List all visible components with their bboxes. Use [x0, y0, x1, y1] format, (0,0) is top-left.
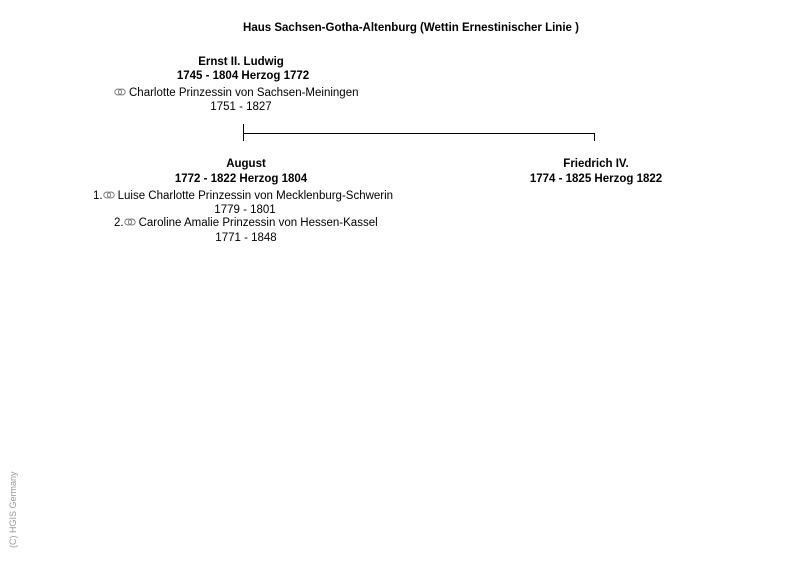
child-1-spouse-2 — [114, 216, 378, 230]
child-2-dates: 1774 - 1825 Herzog 1822 — [529, 173, 663, 185]
spouse-order-number: 1. — [93, 190, 103, 202]
child-1-dates: 1772 - 1822 Herzog 1804 — [174, 173, 308, 185]
root-spouse-dates: 1751 - 1827 — [210, 101, 272, 113]
spouse-order-number: 2. — [114, 217, 124, 229]
child-1-spouse-2-dates: 1771 - 1848 — [215, 232, 277, 244]
root-spouse-name: Charlotte Prinzessin von Sachsen-Meiningen — [129, 87, 359, 99]
copyright-note: (C) HGIS Germany — [8, 471, 18, 548]
marriage-rings-icon — [124, 218, 136, 226]
root-person-dates: 1745 - 1804 Herzog 1772 — [176, 70, 310, 82]
root-person-name: Ernst II. Ludwig — [198, 56, 284, 68]
child-1-spouse-2-name: Caroline Amalie Prinzessin von Hessen-Kassel — [138, 217, 378, 229]
child-1-spouse-1-dates: 1779 - 1801 — [214, 204, 276, 216]
child-1-name: August — [226, 158, 266, 170]
marriage-rings-icon — [103, 191, 115, 199]
child-2-name: Friedrich IV. — [563, 158, 629, 170]
child-1-spouse-1-name: Luise Charlotte Prinzessin von Mecklenburg-Schwerin — [117, 190, 394, 202]
child-1-spouse-1 — [93, 189, 393, 203]
page-title: Haus Sachsen-Gotha-Altenburg (Wettin Ernestinischer Linie ) — [243, 22, 579, 34]
